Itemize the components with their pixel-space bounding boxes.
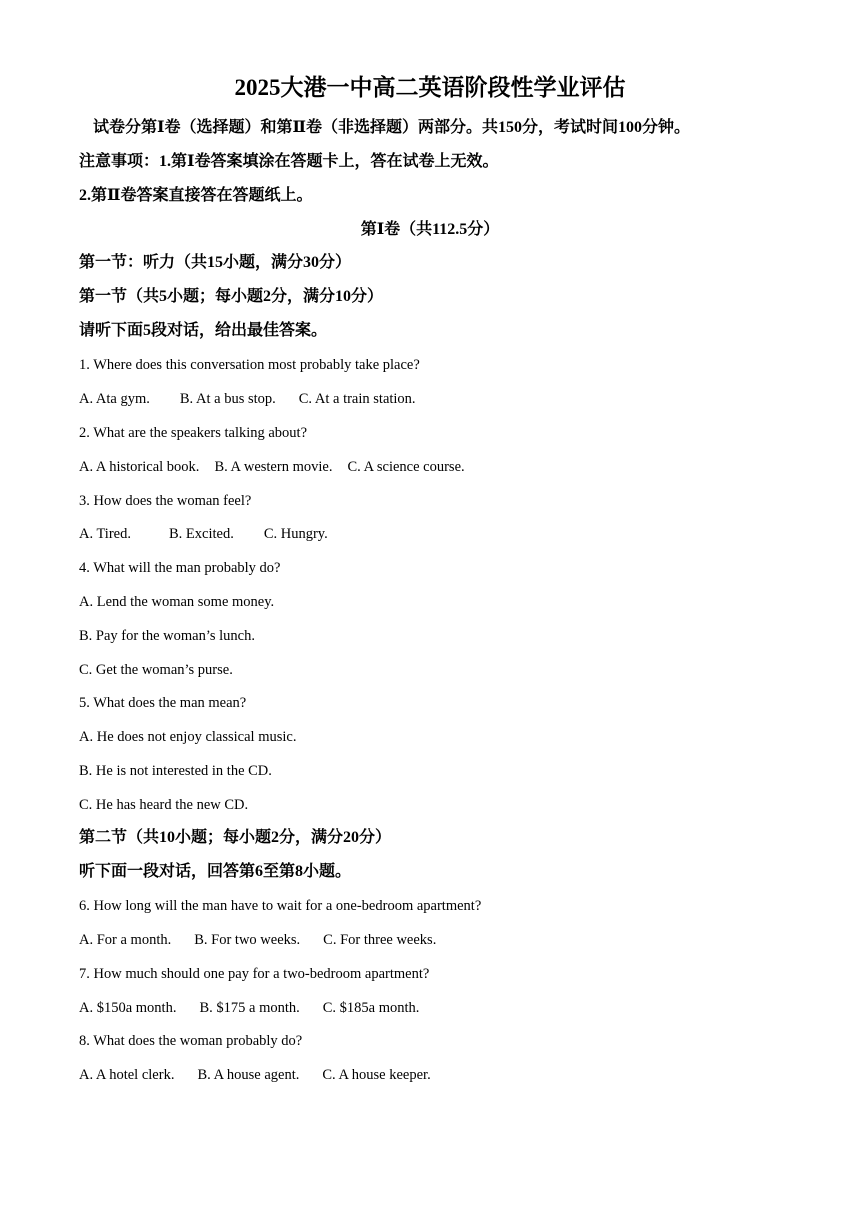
question-3-options [79, 523, 328, 545]
option-a[interactable]: A. $150a month. [79, 1000, 177, 1016]
question-5-option-c[interactable]: C. He has heard the new CD. [79, 797, 249, 813]
option-b[interactable]: B. A house agent. [197, 1067, 300, 1083]
subsection2-instruction: 听下面一段对话，回答第6至第8小题。 [79, 863, 352, 880]
option-c[interactable]: C. At a train station. [298, 391, 416, 407]
question-4-option-c[interactable]: C. Get the woman’s purse. [79, 662, 233, 678]
question-7: 7. How much should one pay for a two-bedroom apartment? [79, 966, 430, 982]
option-a[interactable]: A. Ata gym. [79, 391, 150, 407]
question-4: 4. What will the man probably do? [79, 560, 281, 576]
question-1: 1. Where does this conversation most probably take place? [79, 357, 420, 373]
option-c[interactable]: C. A science course. [347, 459, 465, 475]
exam-title: 2025大港一中高二英语阶段性学业评估 [234, 75, 626, 100]
subsection1-heading: 第一节（共5小题；每小题2分，满分10分） [79, 288, 384, 305]
question-2-options [79, 456, 465, 478]
exam-intro: 试卷分第Ⅰ卷（选择题）和第Ⅱ卷（非选择题）两部分。共150分，考试时间100分钟。 [93, 119, 690, 136]
option-a[interactable]: A. A hotel clerk. [79, 1067, 175, 1083]
option-a[interactable]: A. For a month. [79, 932, 172, 948]
question-7-options [79, 997, 419, 1019]
question-5: 5. What does the man mean? [79, 695, 247, 711]
notes-line-2: 2.第Ⅱ卷答案直接答在答题纸上。 [79, 187, 313, 204]
option-b[interactable]: B. At a bus stop. [179, 391, 276, 407]
subsection2-heading: 第二节（共10小题；每小题2分，满分20分） [79, 829, 392, 846]
question-3: 3. How does the woman feel? [79, 493, 252, 509]
question-6: 6. How long will the man have to wait for a one-bedroom apartment? [79, 898, 482, 914]
option-c[interactable]: C. Hungry. [263, 526, 328, 542]
question-1-options [79, 388, 416, 410]
option-b[interactable]: B. A western movie. [214, 459, 333, 475]
option-c[interactable]: C. $185a month. [322, 1000, 420, 1016]
subsection1-instruction: 请听下面5段对话，给出最佳答案。 [79, 322, 328, 339]
question-4-option-a[interactable]: A. Lend the woman some money. [79, 594, 275, 610]
question-8-options [79, 1064, 431, 1086]
question-4-option-b[interactable]: B. Pay for the woman’s lunch. [79, 628, 255, 644]
option-a[interactable]: A. Tired. [79, 526, 131, 542]
question-6-options [79, 929, 436, 951]
section-listening-heading: 第一节：听力（共15小题，满分30分） [79, 254, 352, 271]
option-a[interactable]: A. A historical book. [79, 459, 200, 475]
question-5-option-a[interactable]: A. He does not enjoy classical music. [79, 729, 297, 745]
option-c[interactable]: C. For three weeks. [323, 932, 437, 948]
option-c[interactable]: C. A house keeper. [322, 1067, 431, 1083]
notes-line-1: 注意事项：1.第Ⅰ卷答案填涂在答题卡上，答在试卷上无效。 [79, 153, 499, 170]
option-b[interactable]: B. Excited. [168, 526, 234, 542]
question-5-option-b[interactable]: B. He is not interested in the CD. [79, 763, 272, 779]
option-b[interactable]: B. $175 a month. [199, 1000, 300, 1016]
part1-title: 第Ⅰ卷（共112.5分） [360, 221, 500, 238]
question-2: 2. What are the speakers talking about? [79, 425, 308, 441]
option-b[interactable]: B. For two weeks. [194, 932, 301, 948]
question-8: 8. What does the woman probably do? [79, 1033, 303, 1049]
